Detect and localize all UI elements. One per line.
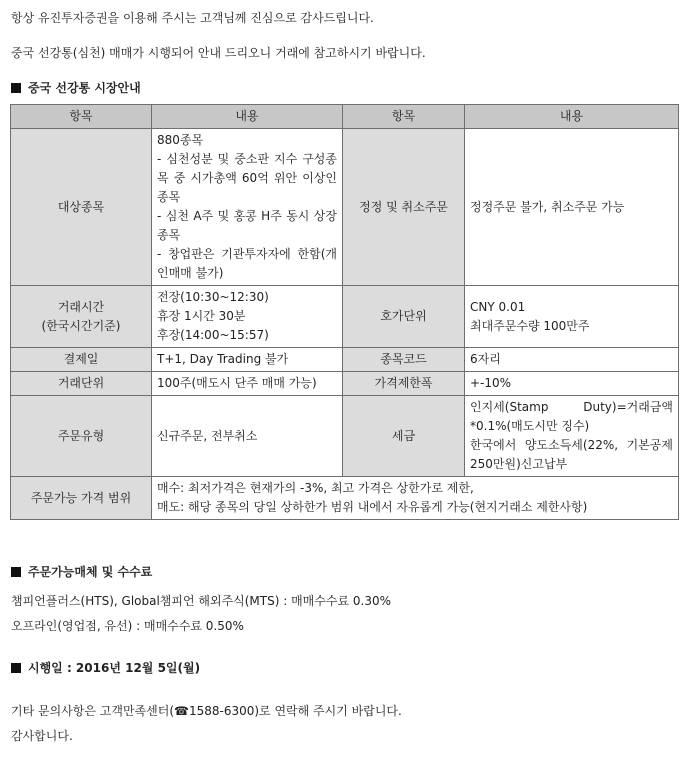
header-item: 항목 <box>343 105 465 129</box>
fee-online: 챔피언플러스(HTS), Global챔피언 해외주식(MTS) : 매매수수료 0.30% <box>11 594 391 608</box>
value-order-type: 신규주문, 전부취소 <box>152 396 343 477</box>
table-header-row <box>11 105 679 129</box>
section-title-market-info <box>11 79 141 96</box>
table-row <box>11 477 679 520</box>
target-stocks-condition: - 창업판은 기관투자자에 한함(개인매매 불가) <box>157 247 337 280</box>
intro-notice: 중국 선강통(심천) 매매가 시행되어 안내 드리오니 거래에 참고하시기 바랍니다. <box>11 46 426 60</box>
stamp-duty: 인지세(Stamp Duty)=거래금액*0.1%(매도시만 징수) <box>470 400 673 433</box>
label-order-price-range: 주문가능 가격 범위 <box>11 477 152 520</box>
section-title-text: 주문가능매체 및 수수료 <box>28 565 153 579</box>
section-title-effective-date <box>11 659 200 676</box>
label-stock-code: 종목코드 <box>343 348 465 372</box>
value-tick-size <box>465 286 679 348</box>
label-trading-unit: 거래단위 <box>11 372 152 396</box>
table-row <box>11 396 679 477</box>
sell-price-range: 매도: 해당 종목의 당일 상하한가 범위 내에서 자유롭게 가능(현지거래소 제한사항) <box>157 500 588 514</box>
square-bullet-icon <box>11 663 21 673</box>
table-row <box>11 129 679 286</box>
square-bullet-icon <box>11 567 21 577</box>
label-settlement: 결제일 <box>11 348 152 372</box>
section-title-text: 중국 선강통 시장안내 <box>28 81 141 95</box>
max-order-qty: 최대주문수량 100만주 <box>470 318 590 333</box>
label-tax: 세금 <box>343 396 465 477</box>
label-target-stocks: 대상종목 <box>11 129 152 286</box>
table-row <box>11 286 679 348</box>
trading-hours-label: 거래시간 <box>57 299 105 314</box>
table-row <box>11 372 679 396</box>
footer-thanks: 감사합니다. <box>11 729 73 743</box>
lunch-break: 휴장 1시간 30분 <box>157 309 246 323</box>
value-settlement: T+1, Day Trading 불가 <box>152 348 343 372</box>
capital-gains-tax: 한국에서 양도소득세(22%, 기본공제 250만원)신고납부 <box>470 438 673 471</box>
table-row <box>11 348 679 372</box>
value-amend-cancel: 정정주문 불가, 취소주문 가능 <box>465 129 679 286</box>
value-order-price-range <box>152 477 679 520</box>
value-stock-code: 6자리 <box>465 348 679 372</box>
target-stocks-condition: - 심천 A주 및 홍콩 H주 동시 상장 종목 <box>157 209 337 242</box>
label-amend-cancel: 정정 및 취소주문 <box>343 129 465 286</box>
afternoon-session: 후장(14:00~15:57) <box>157 328 269 342</box>
header-item: 항목 <box>11 105 152 129</box>
footer-contact: 기타 문의사항은 고객만족센터(☎1588-6300)로 연락해 주시기 바랍니다. <box>11 704 402 718</box>
value-trading-unit: 100주(매도시 단주 매매 가능) <box>152 372 343 396</box>
trading-hours-basis: (한국시간기준) <box>41 318 121 333</box>
value-target-stocks <box>152 129 343 286</box>
target-stocks-count: 880종목 <box>157 133 204 147</box>
fee-offline: 오프라인(영업점, 유선) : 매매수수료 0.50% <box>11 619 244 633</box>
header-content: 내용 <box>152 105 343 129</box>
target-stocks-condition: - 심천성분 및 중소판 지수 구성종목 중 시가총액 60억 위안 이상인 종목 <box>157 152 337 204</box>
value-price-limit: +-10% <box>465 372 679 396</box>
section-title-channels-fees <box>11 563 152 580</box>
label-order-type: 주문유형 <box>11 396 152 477</box>
tick-size: CNY 0.01 <box>470 299 526 314</box>
market-info-table <box>10 104 679 520</box>
value-trading-hours <box>152 286 343 348</box>
label-trading-hours <box>11 286 152 348</box>
morning-session: 전장(10:30~12:30) <box>157 290 269 304</box>
buy-price-range: 매수: 최저가격은 현재가의 -3%, 최고 가격은 상한가로 제한, <box>157 481 474 495</box>
intro-greeting: 항상 유진투자증권을 이용해 주시는 고객님께 진심으로 감사드립니다. <box>11 11 374 25</box>
value-tax <box>465 396 679 477</box>
header-content: 내용 <box>465 105 679 129</box>
label-price-limit: 가격제한폭 <box>343 372 465 396</box>
label-tick-size: 호가단위 <box>343 286 465 348</box>
section-title-text: 시행일 : 2016년 12월 5일(월) <box>28 661 201 675</box>
square-bullet-icon <box>11 83 21 93</box>
